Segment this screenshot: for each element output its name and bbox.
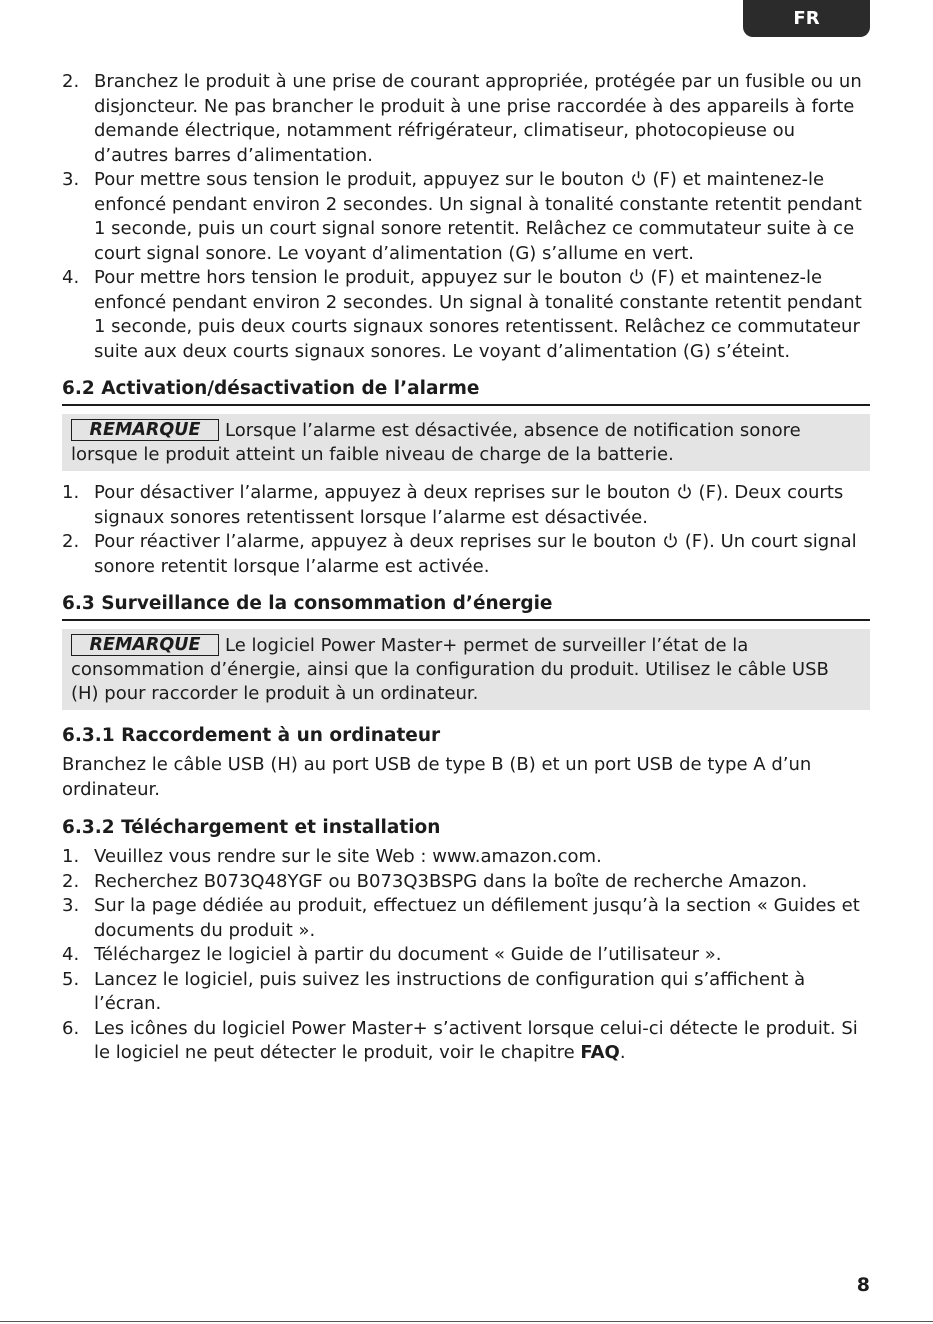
list-item — [62, 968, 870, 1017]
note-text: Lorsque l’alarme est désactivée, absence de notification sonore lorsque le produit atteint un faible niveau de charge de la batterie. — [71, 420, 801, 465]
power-icon — [629, 268, 644, 285]
step-number: 1. — [62, 846, 80, 867]
step-number: 3. — [62, 895, 80, 916]
step-text-after: (F). Un court signal sonore retentit lorsque l’alarme est activée. — [94, 531, 857, 577]
power-icon — [663, 532, 678, 549]
list-item — [62, 266, 870, 364]
section-title-6-2: 6.2 Activation/désactivation de l’alarme — [62, 377, 870, 406]
intro-steps — [62, 70, 870, 364]
section-title-6-3-1: 6.3.1 Raccordement à un ordinateur — [62, 725, 441, 746]
step-text: Téléchargez le logiciel à partir du document « Guide de l’utilisateur ». — [94, 944, 722, 965]
list-item — [62, 530, 870, 579]
list-item — [62, 845, 870, 870]
power-icon — [677, 483, 692, 500]
step-number: 3. — [62, 169, 80, 190]
power-icon — [631, 170, 646, 187]
note-box — [62, 414, 870, 471]
list-item — [62, 894, 870, 943]
step-number: 4. — [62, 944, 80, 965]
list-item — [62, 1017, 870, 1066]
step-text: Sur la page dédiée au produit, effectuez un défilement jusqu’à la section « Guides et documents du produit ». — [94, 895, 860, 941]
list-item — [62, 481, 870, 530]
alarm-steps — [62, 481, 870, 579]
step-number: 4. — [62, 267, 80, 288]
step-text-before: Pour désactiver l’alarme, appuyez à deux reprises sur le bouton — [94, 482, 676, 503]
install-steps — [62, 845, 870, 1066]
section-title-6-3-2: 6.3.2 Téléchargement et installation — [62, 817, 441, 838]
step-text-before: Les icônes du logiciel Power Master+ s’activent lorsque celui-ci détecte le produit. Si le logiciel ne peut détecter le produit, voir le chapitre — [94, 1017, 858, 1063]
step-text: Branchez le produit à une prise de courant appropriée, protégée par un fusible ou un disjoncteur. Ne pas brancher le produit à une prise raccordée à des appareils à forte demande électrique, notamment réfrigérateur, climatiseur, photocopieuse ou d’autres barres d’alimentation. — [94, 71, 862, 166]
note-box — [62, 629, 870, 710]
step-number: 2. — [62, 531, 80, 552]
step-text: Recherchez B073Q48YGF ou B073Q3BSPG dans la boîte de recherche Amazon. — [94, 870, 808, 892]
list-item — [62, 70, 870, 168]
section-title-6-3: 6.3 Surveillance de la consommation d’énergie — [62, 592, 870, 621]
step-number: 2. — [62, 870, 80, 892]
page-number: 8 — [856, 1274, 870, 1296]
step-text-before: Pour mettre sous tension le produit, appuyez sur le bouton — [94, 169, 630, 190]
bottom-divider — [0, 1321, 933, 1322]
step-text-after: . — [619, 1042, 626, 1063]
step-number: 6. — [62, 1017, 80, 1039]
step-text-after: (F). Deux courts signaux sonores retentissent lorsque l’alarme est désactivée. — [94, 482, 844, 528]
step-number: 2. — [62, 71, 80, 92]
step-text-after: (F) et maintenez-le enfoncé pendant environ 2 secondes. Un signal à tonalité constante retentit pendant 1 seconde, puis un court signal sonore retentit. Relâchez ce commutateur suite à ce court signal sonore. Le voyant d’alimentation (G) s’allume en vert. — [94, 169, 862, 264]
faq-link[interactable]: FAQ — [580, 1042, 620, 1063]
note-text: Le logiciel Power Master+ permet de surveiller l’état de la consommation d’énergie, ainsi que la configuration du produit. Utilisez le câble USB (H) pour raccorder le produit à un ordinateur. — [71, 635, 829, 704]
list-item — [62, 870, 870, 895]
step-text-after: (F) et maintenez-le enfoncé pendant environ 2 secondes. Un signal à tonalité constante retentit pendant 1 seconde, puis deux courts signaux sonores retentissent. Relâchez ce commutateur suite aux deux courts signaux sonores. Le voyant d’alimentation (G) s’éteint. — [94, 267, 862, 362]
step-text: Lancez le logiciel, puis suivez les instructions de configuration qui s’affichent à l’écran. — [94, 968, 806, 1014]
step-number: 5. — [62, 968, 80, 990]
step-text: Veuillez vous rendre sur le site Web : www.amazon.com. — [94, 846, 602, 867]
note-tag: REMARQUE — [71, 634, 219, 656]
step-text-before: Pour réactiver l’alarme, appuyez à deux reprises sur le bouton — [94, 531, 663, 552]
page-content — [62, 70, 870, 1066]
step-text-before: Pour mettre hors tension le produit, appuyez sur le bouton — [94, 267, 628, 288]
paragraph: Branchez le câble USB (H) au port USB de type B (B) et un port USB de type A d’un ordinateur. — [62, 754, 812, 800]
list-item — [62, 943, 870, 968]
step-number: 1. — [62, 482, 80, 503]
language-tab: FR — [743, 0, 870, 37]
note-tag: REMARQUE — [71, 419, 219, 441]
list-item — [62, 168, 870, 266]
